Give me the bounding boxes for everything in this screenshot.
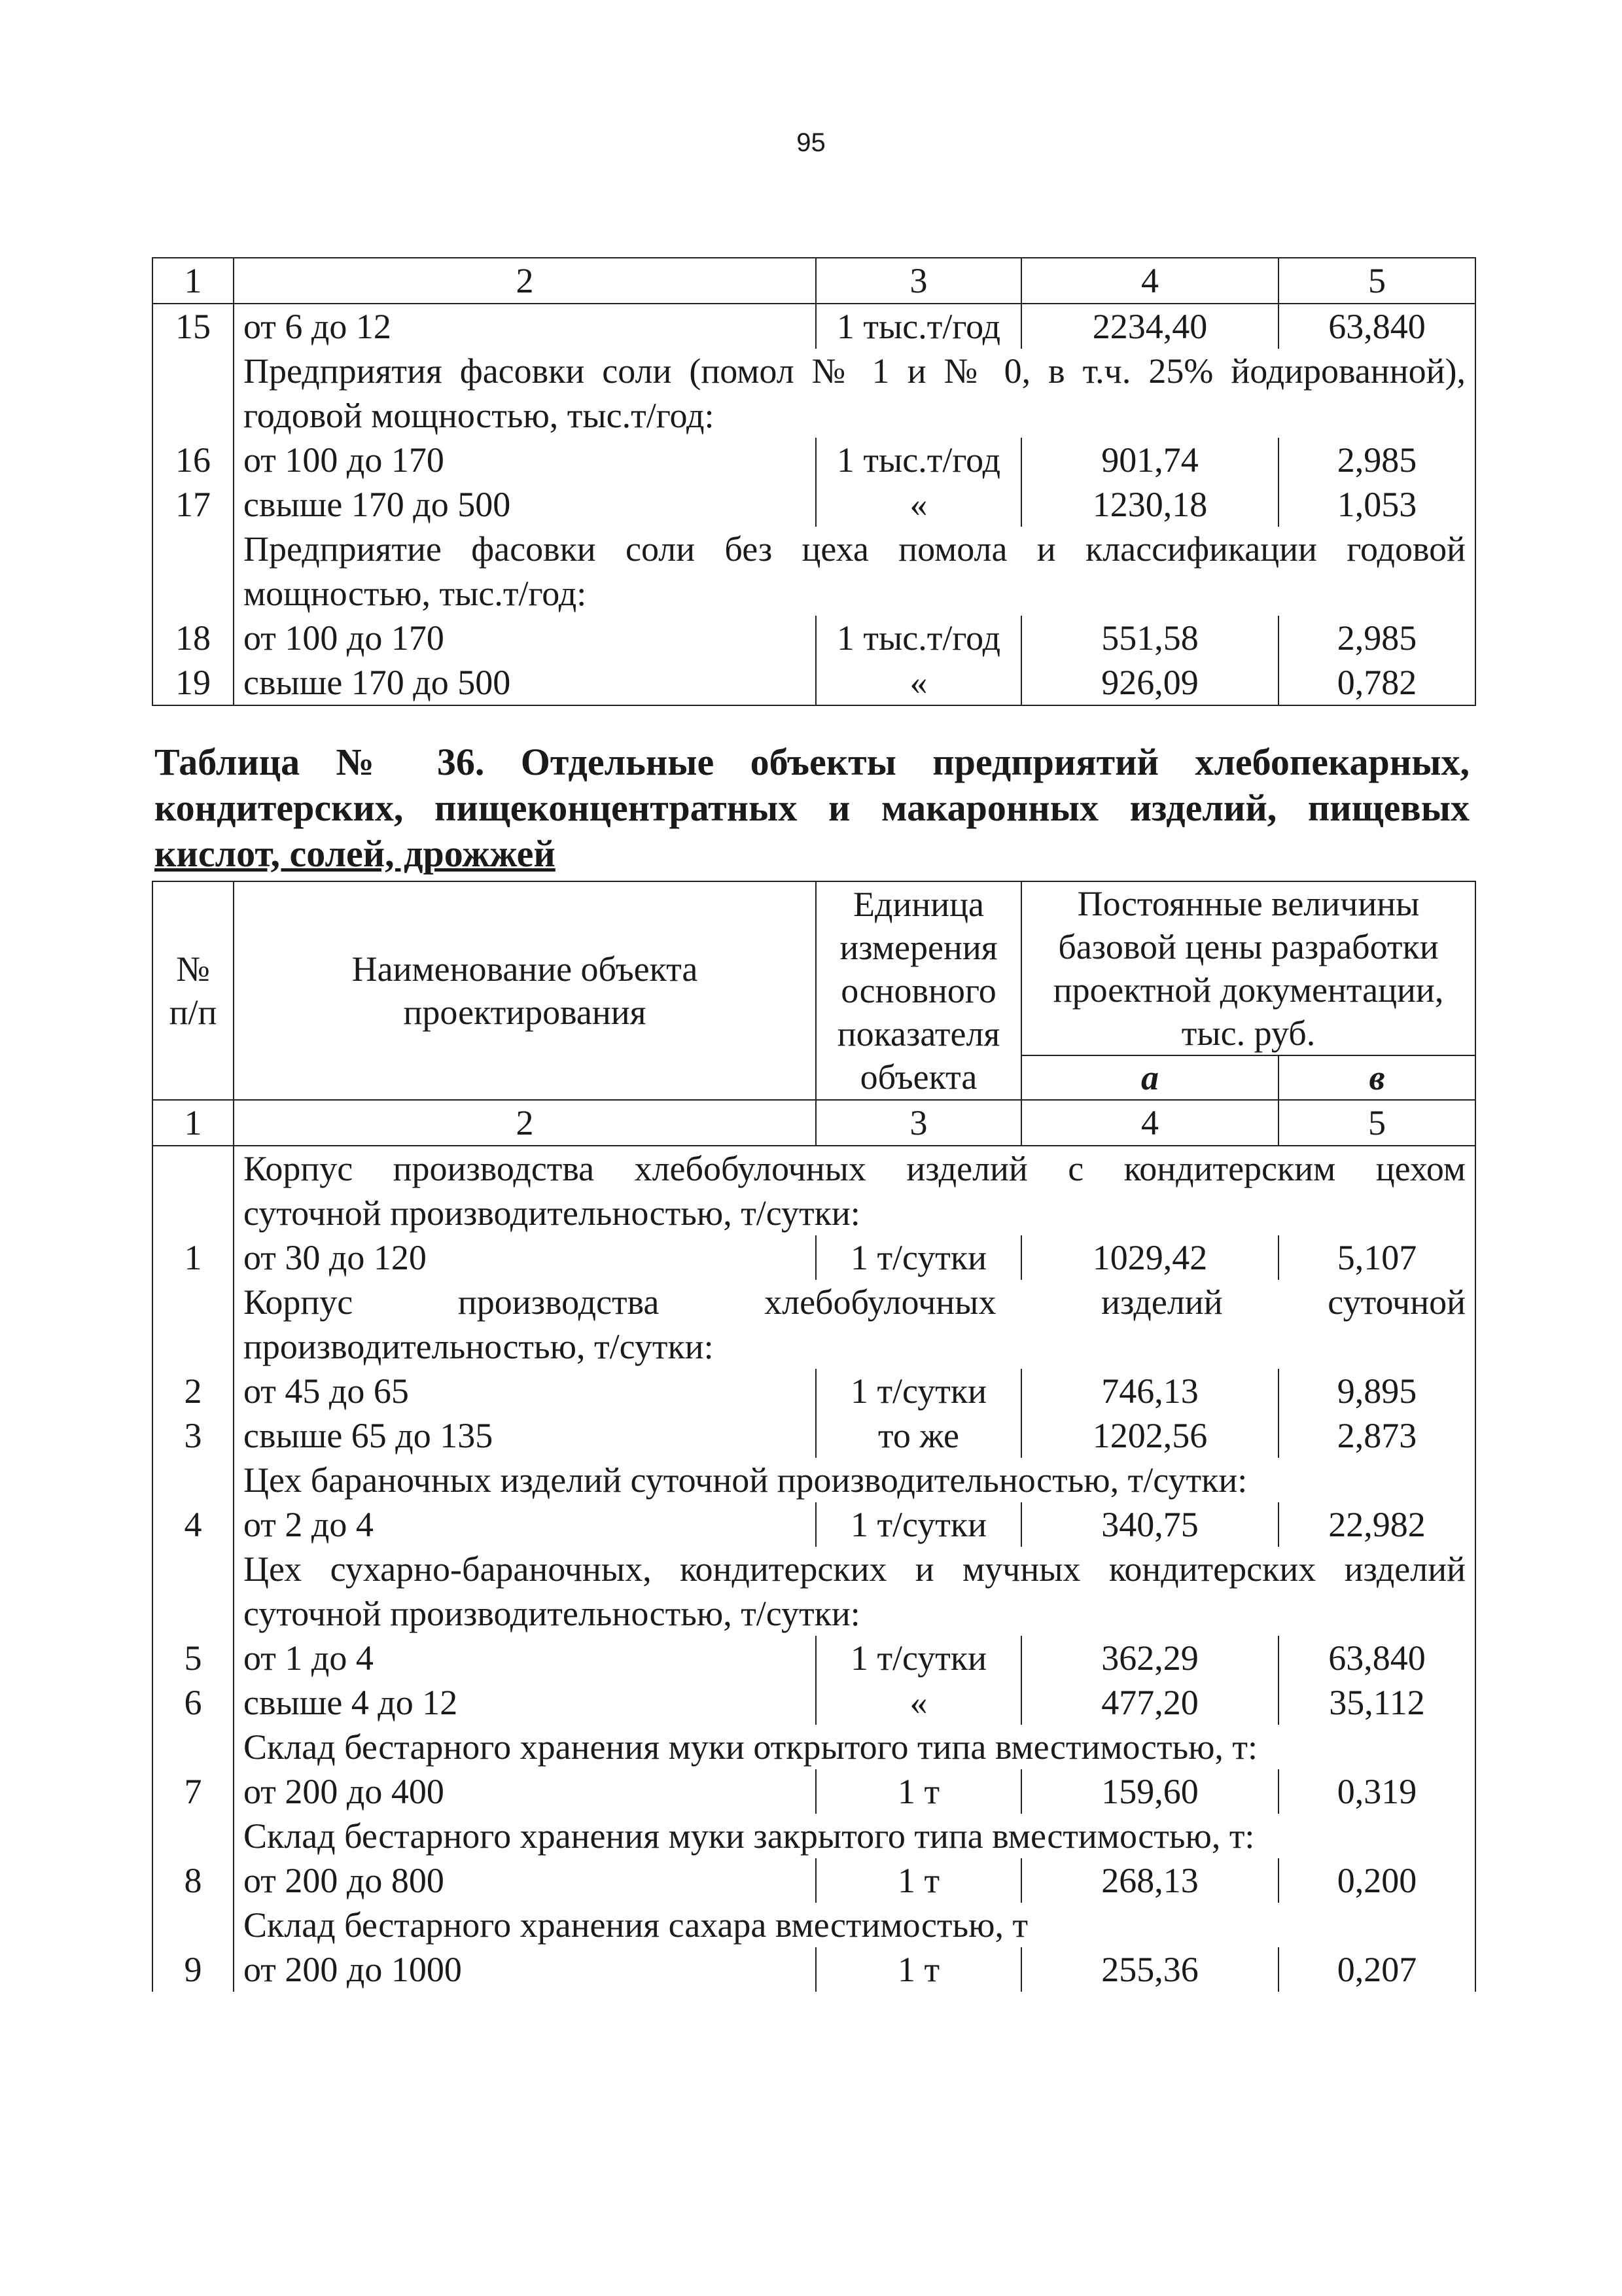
value-a: 1202,56	[1021, 1413, 1278, 1458]
value-a: 340,75	[1021, 1502, 1278, 1547]
value-b: 0,200	[1278, 1858, 1475, 1903]
value-b: 1,053	[1278, 482, 1475, 527]
group-title: Цех сухарно-бараночных, кондитерских и мучных кондитерских изделий	[234, 1547, 1475, 1591]
value-a: 901,74	[1021, 438, 1278, 482]
unit: то же	[816, 1413, 1021, 1458]
unit: 1 т/сутки	[816, 1636, 1021, 1680]
header-row	[152, 881, 1475, 1055]
value-a: 2234,40	[1021, 304, 1278, 349]
object-name: от 30 до 120	[234, 1235, 816, 1280]
group-row	[152, 1146, 1475, 1191]
object-name: свыше 170 до 500	[234, 660, 816, 705]
value-a: 1029,42	[1021, 1235, 1278, 1280]
column-index: 4	[1021, 1100, 1278, 1146]
group-title: Склад бестарного хранения муки закрытого типа вместимостью, т:	[234, 1814, 1475, 1858]
unit: 1 т/сутки	[816, 1369, 1021, 1413]
row-number: 2	[152, 1369, 234, 1413]
value-a: 255,36	[1021, 1947, 1278, 1992]
group-title: мощностью, тыс.т/год:	[234, 571, 1475, 616]
group-title: Корпус производства хлебобулочных изделий с кондитерским цехом	[234, 1146, 1475, 1191]
group-title: Предприятия фасовки соли (помол № 1 и № 0, в т.ч. 25% йодированной),	[234, 349, 1475, 393]
table-title-line	[154, 831, 1470, 877]
unit: 1 т/сутки	[816, 1502, 1021, 1547]
object-name: от 200 до 400	[234, 1769, 816, 1814]
value-b: 0,207	[1278, 1947, 1475, 1992]
table-title-line: кондитерских, пищеконцентратных и макаронных изделий, пищевых	[154, 786, 1470, 829]
table-row	[152, 616, 1475, 660]
value-a: 159,60	[1021, 1769, 1278, 1814]
table-row	[152, 1369, 1475, 1413]
object-name: от 2 до 4	[234, 1502, 816, 1547]
group-title: Склад бестарного хранения муки открытого типа вместимостью, т:	[234, 1725, 1475, 1769]
table-row	[152, 1769, 1475, 1814]
table-row	[152, 482, 1475, 527]
unit: 1 тыс.т/год	[816, 304, 1021, 349]
unit: 1 тыс.т/год	[816, 616, 1021, 660]
value-a: 926,09	[1021, 660, 1278, 705]
value-b: 2,873	[1278, 1413, 1475, 1458]
table-row	[152, 438, 1475, 482]
value-a: 746,13	[1021, 1369, 1278, 1413]
value-b: 22,982	[1278, 1502, 1475, 1547]
unit: 1 т/сутки	[816, 1235, 1021, 1280]
row-number: 15	[152, 304, 234, 349]
group-row	[152, 1324, 1475, 1369]
table-row	[152, 660, 1475, 705]
value-b: 2,985	[1278, 438, 1475, 482]
column-index: 2	[234, 1100, 816, 1146]
row-number: 7	[152, 1769, 234, 1814]
object-name: от 45 до 65	[234, 1369, 816, 1413]
header-price: Постоянные величины базовой цены разработки проектной документации, тыс. руб.	[1021, 881, 1475, 1055]
table-row	[152, 1858, 1475, 1903]
header-a: а	[1021, 1055, 1278, 1100]
value-b: 2,985	[1278, 616, 1475, 660]
value-b: 35,112	[1278, 1680, 1475, 1725]
row-number: 9	[152, 1947, 234, 1992]
object-name: от 6 до 12	[234, 304, 816, 349]
group-row	[152, 1814, 1475, 1858]
row-number: 16	[152, 438, 234, 482]
object-name: от 100 до 170	[234, 616, 816, 660]
group-row	[152, 349, 1475, 393]
table-row	[152, 304, 1475, 349]
column-index-row	[152, 258, 1475, 304]
group-title: Предприятие фасовки соли без цеха помола и классификации годовой	[234, 527, 1475, 571]
group-title: Цех бараночных изделий суточной производительностью, т/сутки:	[234, 1458, 1475, 1502]
header-unit: Единица измерения основного показателя объекта	[816, 881, 1021, 1100]
row-number: 1	[152, 1235, 234, 1280]
row-number: 18	[152, 616, 234, 660]
unit: 1 т	[816, 1947, 1021, 1992]
column-index: 5	[1278, 1100, 1475, 1146]
value-b: 5,107	[1278, 1235, 1475, 1280]
table-row	[152, 1680, 1475, 1725]
group-title: суточной производительностью, т/сутки:	[234, 1191, 1475, 1235]
object-name: от 1 до 4	[234, 1636, 816, 1680]
page-number: 95	[796, 128, 826, 157]
value-b: 0,319	[1278, 1769, 1475, 1814]
row-number: 5	[152, 1636, 234, 1680]
unit: «	[816, 1680, 1021, 1725]
group-row	[152, 1725, 1475, 1769]
value-a: 551,58	[1021, 616, 1278, 660]
column-index: 1	[152, 258, 234, 304]
row-number: 17	[152, 482, 234, 527]
value-a: 477,20	[1021, 1680, 1278, 1725]
group-title: годовой мощностью, тыс.т/год:	[234, 393, 1475, 438]
row-number: 6	[152, 1680, 234, 1725]
bakery-objects-table	[152, 881, 1476, 1992]
value-b: 63,840	[1278, 304, 1475, 349]
row-number: 4	[152, 1502, 234, 1547]
group-row	[152, 1458, 1475, 1502]
value-b: 0,782	[1278, 660, 1475, 705]
table-row	[152, 1502, 1475, 1547]
table-title-line: Таблица № 36. Отдельные объекты предприятий хлебопекарных,	[154, 741, 1470, 783]
column-index: 5	[1278, 258, 1475, 304]
value-a: 268,13	[1021, 1858, 1278, 1903]
unit: 1 т	[816, 1769, 1021, 1814]
header-b: в	[1278, 1055, 1475, 1100]
table-row	[152, 1413, 1475, 1458]
salt-packaging-table	[152, 257, 1476, 706]
group-title: Склад бестарного хранения сахара вместимостью, т	[234, 1903, 1475, 1947]
object-name: свыше 65 до 135	[234, 1413, 816, 1458]
group-row	[152, 1547, 1475, 1591]
row-number: 3	[152, 1413, 234, 1458]
value-a: 1230,18	[1021, 482, 1278, 527]
value-a: 362,29	[1021, 1636, 1278, 1680]
table-row	[152, 1636, 1475, 1680]
header-number: № п/п	[152, 881, 234, 1100]
column-index: 4	[1021, 258, 1278, 304]
table-title-underlined: кислот, солей, дрожжей	[154, 832, 555, 875]
object-name: свыше 4 до 12	[234, 1680, 816, 1725]
unit: «	[816, 482, 1021, 527]
object-name: от 100 до 170	[234, 438, 816, 482]
unit: 1 т	[816, 1858, 1021, 1903]
column-index: 3	[816, 258, 1021, 304]
column-index: 3	[816, 1100, 1021, 1146]
unit: «	[816, 660, 1021, 705]
row-number: 19	[152, 660, 234, 705]
group-row	[152, 393, 1475, 438]
object-name: от 200 до 1000	[234, 1947, 816, 1992]
group-title: производительностью, т/сутки:	[234, 1324, 1475, 1369]
value-b: 9,895	[1278, 1369, 1475, 1413]
group-row	[152, 1591, 1475, 1636]
column-index: 2	[234, 258, 816, 304]
group-title: Корпус производства хлебобулочных изделий суточной	[234, 1280, 1475, 1324]
table-row	[152, 1947, 1475, 1992]
object-name: свыше 170 до 500	[234, 482, 816, 527]
column-index: 1	[152, 1100, 234, 1146]
group-row	[152, 1280, 1475, 1324]
table-title	[154, 739, 1470, 877]
group-row	[152, 527, 1475, 571]
unit: 1 тыс.т/год	[816, 438, 1021, 482]
object-name: от 200 до 800	[234, 1858, 816, 1903]
group-title: суточной производительностью, т/сутки:	[234, 1591, 1475, 1636]
value-b: 63,840	[1278, 1636, 1475, 1680]
group-row	[152, 1903, 1475, 1947]
column-index-row	[152, 1100, 1475, 1146]
group-row	[152, 571, 1475, 616]
group-row	[152, 1191, 1475, 1235]
table-row	[152, 1235, 1475, 1280]
header-name: Наименование объекта проектирования	[234, 881, 816, 1100]
row-number: 8	[152, 1858, 234, 1903]
